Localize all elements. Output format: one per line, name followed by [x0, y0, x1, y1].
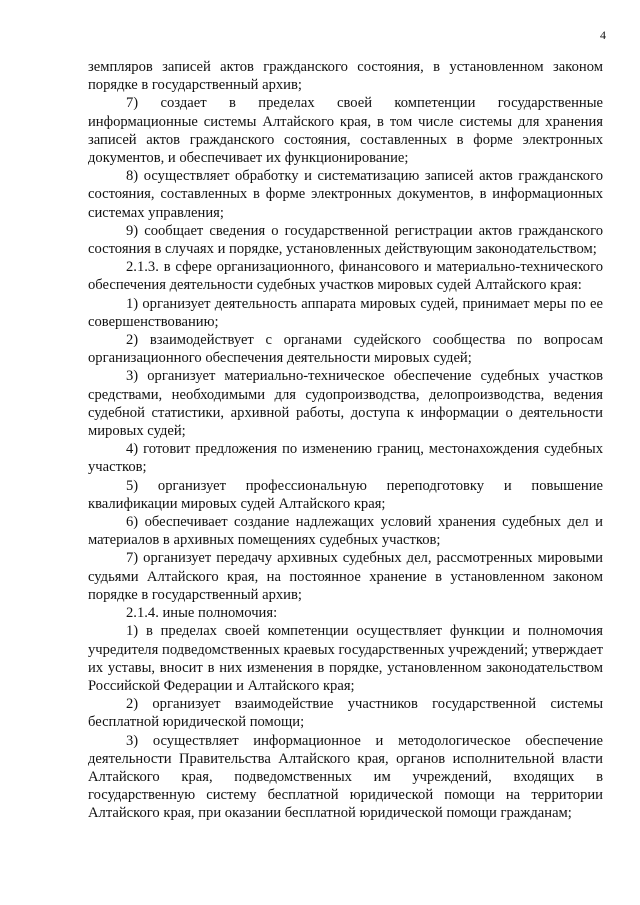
list-item-paragraph: 2.1.3. в сфере организационного, финансового и материально-технического обеспечения деятельности судебных участков мировых судей Алтайского края:: [88, 259, 603, 294]
list-item-paragraph: 2.1.4. иные полномочия:: [126, 605, 278, 622]
list-item-paragraph: 4) готовит предложения по изменению границ, местонахождения судебных участков;: [88, 441, 603, 476]
page-number: 4: [600, 28, 606, 42]
list-item-paragraph: 9) сообщает сведения о государственной регистрации актов гражданского состояния в случаях и порядке, установленных действующим законодательством;: [88, 222, 603, 258]
list-item-paragraph: 7) организует передачу архивных судебных дел, рассмотренных мировыми судьями Алтайского края, на постоянное хранение в установленном законом порядке в государственный архив;: [88, 550, 603, 603]
list-item-paragraph: 7) создает в пределах своей компетенции государственные информационные системы Алтайского края, в том числе системы для хранения записей актов гражданского состояния, составленных в форме электронных документов, и обеспечивает их функционирование;: [88, 95, 603, 167]
list-item-paragraph: 3) осуществляет информационное и методологическое обеспечение деятельности Правительства Алтайского края, органов исполнительной власти Алтайского края, подведомственных им учреждений, входящих в государственную систему бесплатной юридической помощи на территории Алтайского края, при оказании бесплатной юридической помощи гражданам;: [88, 732, 603, 822]
list-item-paragraph: 2) взаимодействует с органами судейского сообщества по вопросам организационного обеспечения деятельности мировых судей;: [88, 332, 603, 367]
list-item-paragraph: 3) организует материально-техническое обеспечение судебных участков средствами, необходимыми для судопроизводства, делопроизводства, ведения судебной статистики, архивной работы, доступа к информации о деятельности мировых судей;: [88, 368, 603, 440]
list-item-paragraph: 1) организует деятельность аппарата мировых судей, принимает меры по ее совершенствованию;: [88, 295, 603, 330]
list-item-paragraph: 2) организует взаимодействие участников государственной системы бесплатной юридической помощи;: [88, 696, 603, 731]
document-body: [88, 58, 603, 823]
list-item-paragraph: 8) осуществляет обработку и систематизацию записей актов гражданского состояния, составленных в форме электронных документов, в информационных системах управления;: [88, 168, 603, 221]
continued-paragraph: земпляров записей актов гражданского состояния, в установленном законом порядке в государственный архив;: [88, 59, 603, 94]
list-item-paragraph: 5) организует профессиональную переподготовку и повышение квалификации мировых судей Алтайского края;: [88, 477, 603, 512]
list-item-paragraph: 1) в пределах своей компетенции осуществляет функции и полномочия учредителя подведомственных краевых государственных учреждений; утверждает их уставы, вносит в них изменения в порядке, установленном законодательством Российской Федерации и Алтайского края;: [88, 623, 603, 694]
list-item-paragraph: 6) обеспечивает создание надлежащих условий хранения судебных дел и материалов в архивных помещениях судебных участков;: [88, 514, 603, 549]
